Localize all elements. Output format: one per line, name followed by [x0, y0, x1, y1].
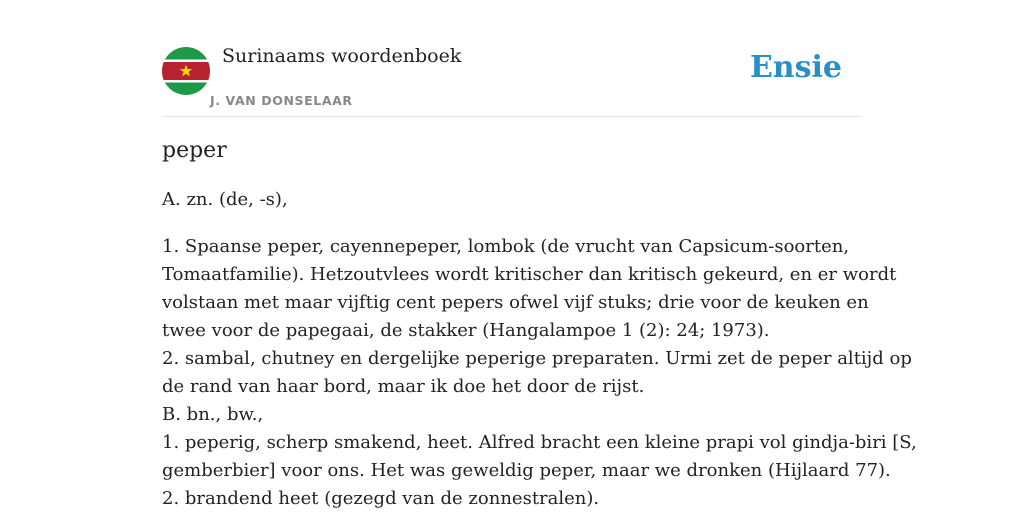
- entry-headword: peper: [162, 138, 227, 163]
- definition-line: gemberbier] voor ons. Het was geweldig peper, maar we dronken (Hijlaard 77).: [162, 460, 891, 481]
- entry-content: [162, 138, 917, 512]
- definition-line: 1. peperig, scherp smakend, heet. Alfred bracht een kleine prapi vol gindja-biri [S,: [162, 432, 917, 453]
- definition-line: 1. Spaanse peper, cayennepeper, lombok (de vrucht van Capsicum-soorten,: [162, 236, 850, 257]
- definition-line: B. bn., bw.,: [162, 404, 264, 425]
- site-header: [162, 0, 862, 117]
- definition-line: de rand van haar bord, maar ik doe het door de rijst.: [162, 376, 645, 397]
- definition-line: volstaan met maar vijftig cent pepers ofwel vijf stuks; drie voor de keuken en: [162, 292, 869, 313]
- dictionary-title[interactable]: Surinaams woordenboek: [222, 45, 462, 67]
- suriname-flag-icon: [162, 47, 210, 95]
- definition-line: 2. sambal, chutney en dergelijke peperige preparaten. Urmi zet de peper altijd op: [162, 348, 912, 369]
- entry-definition: [162, 233, 917, 512]
- definition-line: twee voor de papegaai, de stakker (Hangalampoe 1 (2): 24; 1973).: [162, 320, 770, 341]
- dictionary-author[interactable]: J. VAN DONSELAAR: [210, 93, 353, 108]
- entry-grammar: A. zn. (de, -s),: [162, 189, 288, 210]
- definition-line: 2. brandend heet (gezegd van de zonnestralen).: [162, 488, 600, 509]
- ensie-logo-link[interactable]: Ensie: [749, 50, 842, 85]
- definition-line: Tomaatfamilie). Hetzoutvlees wordt kritischer dan kritisch gekeurd, en er wordt: [162, 264, 897, 285]
